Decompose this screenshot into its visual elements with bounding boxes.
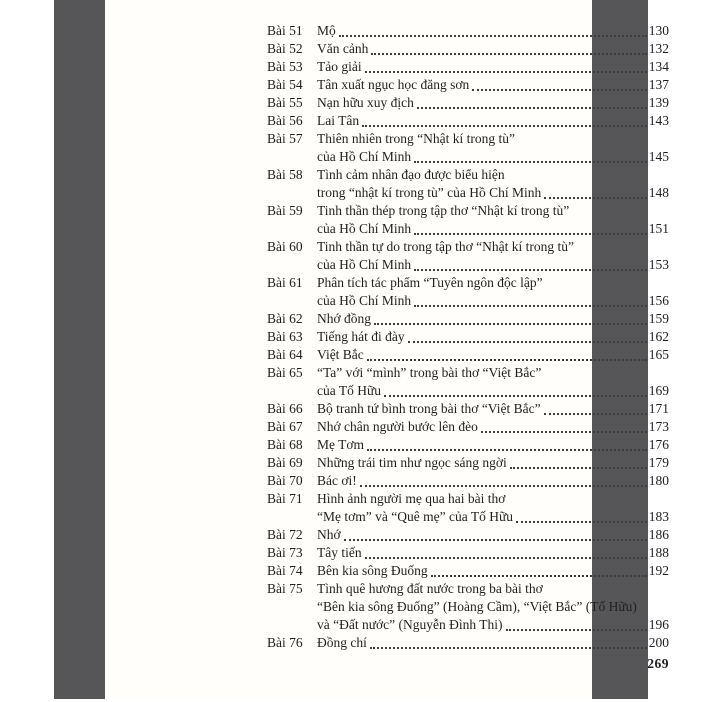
- toc-entry-label: Bài 71: [267, 491, 303, 506]
- toc-entry: [267, 94, 669, 112]
- dot-leader: [339, 22, 647, 37]
- toc-entry: [267, 526, 669, 544]
- toc-entry-content: [317, 346, 669, 364]
- toc-entry-label: Bài 65: [267, 365, 303, 380]
- toc-entry-label: Bài 67: [267, 419, 303, 434]
- toc-entry-label: Bài 68: [267, 437, 303, 452]
- toc-entry-content: [317, 328, 669, 346]
- toc-entry-title: Tiếng hát đi đày: [317, 329, 405, 344]
- toc-entry-title: Đồng chí: [317, 635, 367, 650]
- photo-gray-backdrop: [54, 0, 669, 699]
- dot-leader: [544, 184, 647, 199]
- dot-leader: [384, 382, 647, 397]
- toc-entry-line: [317, 454, 669, 472]
- toc-entry-title: Tinh thần tự do trong tập thơ “Nhật kí trong tù”: [317, 239, 574, 254]
- toc-entry-title: Thiên nhiên trong “Nhật kí trong tù”: [317, 131, 515, 146]
- toc-entry-label: Bài 74: [267, 563, 303, 578]
- toc-entry: [267, 634, 669, 652]
- dot-leader: [367, 346, 647, 361]
- toc-entry-title: của Tố Hữu: [317, 383, 382, 398]
- toc-entry-content: [317, 94, 669, 112]
- toc-entry-content: [317, 112, 669, 130]
- toc-entry-line: [317, 58, 669, 76]
- toc-entry-label: Bài 60: [267, 239, 303, 254]
- toc-entry: [267, 238, 669, 274]
- toc-entry-title: Lai Tân: [317, 113, 360, 128]
- toc-entry-title: của Hồ Chí Minh: [317, 149, 412, 164]
- toc-entry-label: Bài 59: [267, 203, 303, 218]
- dot-leader: [367, 436, 647, 451]
- toc-entry-title: Nhớ chân người bước lên đèo: [317, 419, 478, 434]
- toc-entry-title: “Ta” với “mình” trong bài thơ “Việt Bắc”: [317, 365, 542, 380]
- toc-entry-content: [317, 202, 669, 238]
- toc-entry-page-number: 145: [648, 149, 669, 164]
- toc-entry: [267, 418, 669, 436]
- dot-leader: [431, 562, 647, 577]
- toc-entry-title: của Hồ Chí Minh: [317, 221, 412, 236]
- toc-entry-content: [317, 544, 669, 562]
- toc-entry-content: [317, 490, 669, 526]
- toc-entry-line: [317, 76, 669, 94]
- toc-entry-page-number: 156: [648, 293, 669, 308]
- dot-leader: [370, 634, 647, 649]
- toc-entry: [267, 364, 669, 400]
- dot-leader: [414, 256, 647, 271]
- toc-entry-page-number: 188: [648, 545, 669, 560]
- toc-entry-line: [317, 562, 669, 580]
- toc-entry-line: [317, 94, 669, 112]
- toc-entry-title: của Hồ Chí Minh: [317, 257, 412, 272]
- toc-entry-content: [317, 40, 669, 58]
- toc-entry-label: Bài 55: [267, 95, 303, 110]
- toc-entry-page-number: 132: [648, 41, 669, 56]
- toc-entry-content: [317, 166, 669, 202]
- toc-entry-page-number: 176: [648, 437, 669, 452]
- toc-entry-page-number: 192: [648, 563, 669, 578]
- toc-entry-title: Bác ơi!: [317, 473, 357, 488]
- toc-entry-line: [317, 436, 669, 454]
- toc-entry-line: [317, 526, 669, 544]
- toc-entry-label: Bài 63: [267, 329, 303, 344]
- toc-entry: [267, 472, 669, 490]
- toc-entry-line: [317, 130, 669, 148]
- toc-entry: [267, 130, 669, 166]
- toc-entry: [267, 436, 669, 454]
- toc-entry-content: [317, 22, 669, 40]
- toc-entry-title: Tình quê hương đất nước trong ba bài thơ: [317, 581, 543, 596]
- toc-entry-content: [317, 436, 669, 454]
- dot-leader: [362, 112, 647, 127]
- toc-entry-line: [317, 382, 669, 400]
- toc-entry-title: Hình ảnh người mẹ qua hai bài thơ: [317, 491, 506, 506]
- toc-entry-line: [317, 472, 669, 490]
- toc-entry-title: trong “nhật kí trong tù” của Hồ Chí Minh: [317, 185, 542, 200]
- toc-entry-line: [317, 184, 669, 202]
- toc-entry-title: Bên kia sông Đuống: [317, 563, 428, 578]
- toc-entry-label: Bài 66: [267, 401, 303, 416]
- toc-entry-page-number: 159: [648, 311, 669, 326]
- toc-entry-content: [317, 418, 669, 436]
- book-page: [105, 0, 669, 699]
- dot-leader: [371, 40, 646, 55]
- toc-entry-line: [317, 544, 669, 562]
- dot-leader: [414, 220, 647, 235]
- toc-entry-line: [317, 400, 669, 418]
- toc-entry-label: Bài 62: [267, 311, 303, 326]
- toc-entry-content: [317, 130, 669, 166]
- toc-entry-page-number: 162: [648, 329, 669, 344]
- toc-entry: [267, 40, 669, 58]
- toc-entry-line: [317, 490, 669, 508]
- toc-entry-label: Bài 52: [267, 41, 303, 56]
- dot-leader: [481, 418, 647, 433]
- toc-entry-line: [317, 634, 669, 652]
- toc-entry-line: [317, 274, 669, 292]
- toc-entry-page-number: 139: [648, 95, 669, 110]
- toc-entry-page-number: 137: [648, 77, 669, 92]
- toc-entry-title: Tân xuất ngục học đăng sơn: [317, 77, 470, 92]
- toc-entry-title: Tây tiến: [317, 545, 362, 560]
- toc-entry-content: [317, 76, 669, 94]
- toc-entry-title: Tảo giải: [317, 59, 362, 74]
- toc-entry-line: [317, 616, 669, 634]
- toc-entry-page-number: 143: [648, 113, 669, 128]
- toc-entry: [267, 562, 669, 580]
- toc-entry-line: [317, 346, 669, 364]
- toc-entry-page-number: 134: [648, 59, 669, 74]
- toc-entry: [267, 76, 669, 94]
- toc-entry-content: [317, 274, 669, 310]
- toc-entry-line: [317, 166, 669, 184]
- toc-entry-title: Tinh thần thép trong tập thơ “Nhật kí trong tù”: [317, 203, 570, 218]
- dot-leader: [365, 544, 647, 559]
- toc-entry: [267, 112, 669, 130]
- toc-entry: [267, 346, 669, 364]
- toc-entry-line: [317, 40, 669, 58]
- toc-entry-title: Mẹ Tơm: [317, 437, 365, 452]
- dot-leader: [344, 526, 647, 541]
- toc-entry-title: Mộ: [317, 23, 336, 38]
- toc-entry-page-number: 196: [648, 617, 669, 632]
- dot-leader: [414, 148, 647, 163]
- toc-entry-content: [317, 58, 669, 76]
- toc-entry-line: [317, 418, 669, 436]
- dot-leader: [516, 508, 647, 523]
- toc-entry: [267, 328, 669, 346]
- dot-leader: [408, 328, 647, 343]
- toc-entry-label: Bài 61: [267, 275, 303, 290]
- dot-leader: [417, 94, 647, 109]
- toc-entry-content: [317, 472, 669, 490]
- toc-entry: [267, 274, 669, 310]
- toc-entry-label: Bài 64: [267, 347, 303, 362]
- toc-entry-line: [317, 238, 669, 256]
- toc-entry-line: [317, 256, 669, 274]
- toc-entry-title: của Hồ Chí Minh: [317, 293, 412, 308]
- toc-entry-label: Bài 51: [267, 23, 303, 38]
- dot-leader: [506, 616, 647, 631]
- toc-entry-page-number: 151: [648, 221, 669, 236]
- toc-entry-label: Bài 53: [267, 59, 303, 74]
- book-page-number: 269: [647, 656, 669, 671]
- dot-leader: [472, 76, 647, 91]
- toc-entry-content: [317, 562, 669, 580]
- toc-entry-page-number: 180: [648, 473, 669, 488]
- toc-entry: [267, 400, 669, 418]
- toc-entry-line: [317, 598, 669, 616]
- toc-entry-line: [317, 202, 669, 220]
- toc-entry-title: “Bên kia sông Đuống” (Hoàng Cầm), “Việt Bắc” (Tố Hữu): [317, 599, 637, 614]
- toc-entry-label: Bài 54: [267, 77, 303, 92]
- toc-entry-title: Nạn hữu xuy địch: [317, 95, 414, 110]
- toc-entry-label: Bài 75: [267, 581, 303, 596]
- toc-entry-line: [317, 328, 669, 346]
- toc-entry: [267, 490, 669, 526]
- toc-entry-title: Bộ tranh tứ bình trong bài thơ “Việt Bắc”: [317, 401, 541, 416]
- toc-entry-page-number: 165: [648, 347, 669, 362]
- toc-entry-label: Bài 57: [267, 131, 303, 146]
- toc-entry-page-number: 200: [648, 635, 669, 650]
- toc-entry: [267, 580, 669, 634]
- dot-leader: [374, 310, 647, 325]
- toc-entry-line: [317, 364, 669, 382]
- toc-entry-page-number: 173: [648, 419, 669, 434]
- dot-leader: [510, 454, 647, 469]
- toc-entry: [267, 544, 669, 562]
- toc-entry-label: Bài 76: [267, 635, 303, 650]
- toc-entry-content: [317, 400, 669, 418]
- toc-entry-line: [317, 22, 669, 40]
- dot-leader: [544, 400, 647, 415]
- toc-entry-label: Bài 70: [267, 473, 303, 488]
- toc-entry-title: Nhớ đồng: [317, 311, 372, 326]
- toc-entry-title: Tình cảm nhân đạo được biểu hiện: [317, 167, 505, 182]
- toc-entry-line: [317, 220, 669, 238]
- toc-entry-content: [317, 580, 669, 634]
- toc-entry-line: [317, 292, 669, 310]
- toc-entry-line: [317, 580, 669, 598]
- toc-entry-content: [317, 634, 669, 652]
- toc-entry-label: Bài 58: [267, 167, 303, 182]
- toc-entry-line: [317, 112, 669, 130]
- toc-entry: [267, 310, 669, 328]
- toc-entry-label: Bài 69: [267, 455, 303, 470]
- toc-entry-line: [317, 148, 669, 166]
- toc-entry-page-number: 130: [648, 23, 669, 38]
- toc-entry-title: Phân tích tác phẩm “Tuyên ngôn độc lập”: [317, 275, 543, 290]
- toc-entry: [267, 22, 669, 40]
- toc-entry-title: và “Đất nước” (Nguyễn Đình Thi): [317, 617, 503, 632]
- toc-entry-page-number: 186: [648, 527, 669, 542]
- dot-leader: [365, 58, 647, 73]
- toc-entry-page-number: 179: [648, 455, 669, 470]
- toc-entry-title: Văn cảnh: [317, 41, 369, 56]
- toc-entry: [267, 454, 669, 472]
- toc-entry-title: Những trái tim như ngọc sáng ngời: [317, 455, 507, 470]
- dot-leader: [360, 472, 647, 487]
- toc-entry-line: [317, 508, 669, 526]
- toc-entry-title: Nhớ: [317, 527, 341, 542]
- toc-entry-label: Bài 72: [267, 527, 303, 542]
- toc-entry-page-number: 171: [648, 401, 669, 416]
- table-of-contents: [267, 22, 669, 652]
- toc-entry-label: Bài 56: [267, 113, 303, 128]
- toc-entry-page-number: 148: [648, 185, 669, 200]
- toc-entry-content: [317, 310, 669, 328]
- toc-entry-content: [317, 364, 669, 400]
- toc-entry-page-number: 169: [648, 383, 669, 398]
- toc-entry-line: [317, 310, 669, 328]
- toc-entry-title: “Mẹ tơm” và “Quê mẹ” của Tố Hữu: [317, 509, 514, 524]
- toc-entry-label: Bài 73: [267, 545, 303, 560]
- toc-entry-content: [317, 454, 669, 472]
- toc-entry-page-number: 183: [648, 509, 669, 524]
- toc-entry-title: Việt Bắc: [317, 347, 364, 362]
- toc-entry-page-number: 153: [648, 257, 669, 272]
- toc-entry: [267, 166, 669, 202]
- toc-entry: [267, 58, 669, 76]
- dot-leader: [414, 292, 647, 307]
- toc-entry-content: [317, 238, 669, 274]
- toc-entry-content: [317, 526, 669, 544]
- toc-entry: [267, 202, 669, 238]
